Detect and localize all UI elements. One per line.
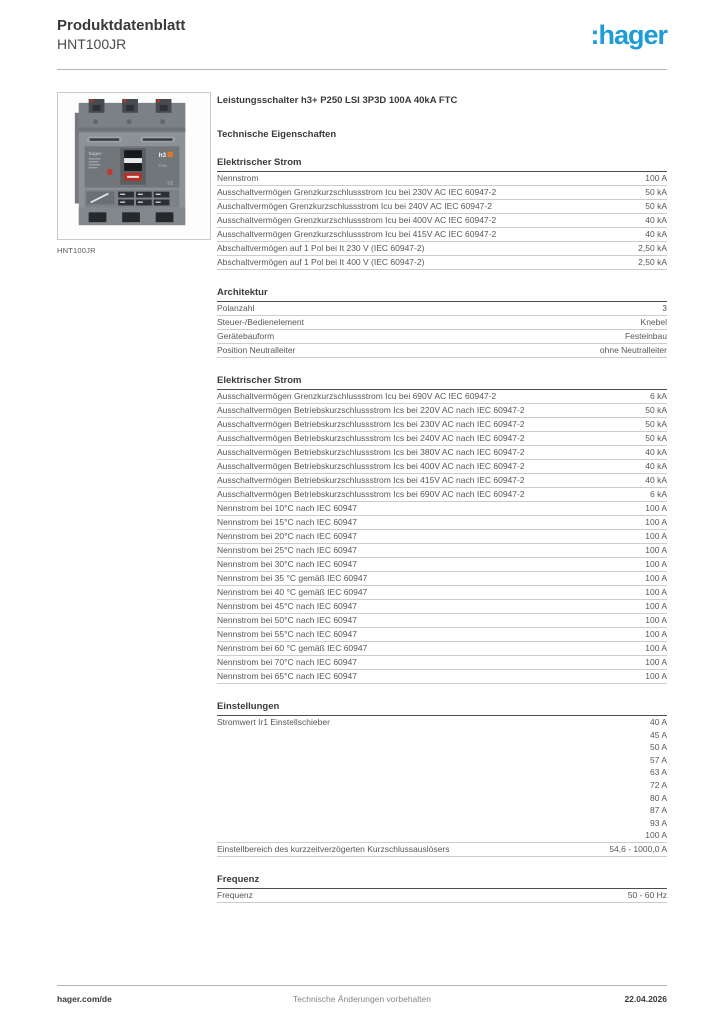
svg-text:CE: CE <box>167 180 174 186</box>
spec-row <box>217 256 667 270</box>
row-value: 100 A <box>645 173 667 183</box>
product-image-column <box>57 92 211 255</box>
row-label: Nennstrom bei 45°C nach IEC 60947 <box>217 601 357 611</box>
row-label: Stromwert Ir1 Einstellschieber <box>217 717 330 727</box>
svg-text:hager: hager <box>88 152 102 158</box>
spec-row <box>217 516 667 530</box>
row-value: 50 - 60 Hz <box>627 889 667 900</box>
spec-row <box>217 843 667 857</box>
spec-row <box>217 214 667 228</box>
footer-notice: Technische Änderungen vorbehalten <box>292 994 431 1004</box>
tech-heading: Technische Eigenschaften <box>217 129 337 140</box>
row-label: Ausschaltvermögen Grenzkurzschlussstrom Icu bei 690V AC IEC 60947-2 <box>217 391 497 401</box>
spec-row <box>217 460 667 474</box>
row-label: Nennstrom bei 15°C nach IEC 60947 <box>217 517 357 527</box>
row-label: Ausschaltvermögen Betriebskurzschlussstrom Ics bei 220V AC nach IEC 60947-2 <box>217 405 525 415</box>
row-value: ohne Neutralleiter <box>599 345 667 355</box>
section-title: Elektrischer Strom <box>217 375 667 390</box>
spec-row <box>217 586 667 600</box>
spec-row <box>217 242 667 256</box>
row-label: Ausschaltvermögen Betriebskurzschlussstrom Ics bei 690V AC nach IEC 60947-2 <box>217 489 525 499</box>
row-value: 6 kA <box>649 391 667 401</box>
spec-row <box>217 316 667 330</box>
spec-row <box>217 488 667 502</box>
row-label: Ausschaltvermögen Grenzkurzschlussstrom Icu bei 230V AC IEC 60947-2 <box>217 187 497 197</box>
row-value: 100 A <box>645 573 667 583</box>
row-value: 50 kA <box>645 405 667 415</box>
spec-row <box>217 544 667 558</box>
spec-row <box>217 716 667 843</box>
row-label: Auschaltvermögen Grenzkurzschlussstrom Icu bei 240V AC IEC 60947-2 <box>217 201 492 211</box>
row-label: Nennstrom bei 50°C nach IEC 60947 <box>217 615 357 625</box>
row-value: Festeinbau <box>624 331 667 341</box>
row-label: Ausschaltvermögen Betriebskurzschlussstrom Ics bei 240V AC nach IEC 60947-2 <box>217 433 525 443</box>
row-label: Nennstrom bei 10°C nach IEC 60947 <box>217 503 357 513</box>
spec-sections <box>217 157 667 903</box>
row-label: Ausschaltvermögen Betriebskurzschlussstrom Ics bei 400V AC nach IEC 60947-2 <box>217 461 525 471</box>
row-value: 50 kA <box>645 187 667 197</box>
row-value: 100 A <box>645 545 667 555</box>
row-label: Abschaltvermögen auf 1 Pol bei It 230 V (IEC 60947-2) <box>217 243 425 253</box>
row-value: 54,6 - 1000,0 A <box>609 843 667 854</box>
row-value: Knebel <box>640 317 667 327</box>
product-image-caption: HNT100JR <box>57 246 96 255</box>
content-area <box>57 92 667 903</box>
row-value: 100 A <box>645 643 667 653</box>
spec-row <box>217 614 667 628</box>
row-value: 40 kA <box>645 461 667 471</box>
row-value: 100 A <box>645 657 667 667</box>
row-value: 50 kA <box>645 201 667 211</box>
row-value: 40 kA <box>645 475 667 485</box>
row-label: Einstellbereich des kurzzeitverzögerten Kurzschlussauslösers <box>217 843 450 854</box>
row-value: 40 A 45 A 50 A 57 A 63 A 72 A 80 A 87 A 93 A 100 A <box>645 717 667 841</box>
footer-divider <box>57 985 667 986</box>
page-footer <box>57 985 667 1004</box>
spec-row <box>217 628 667 642</box>
row-value: 100 A <box>645 601 667 611</box>
circuit-breaker-illustration <box>65 97 203 235</box>
section-rows <box>217 172 667 270</box>
spec-row <box>217 446 667 460</box>
row-value: 2,50 kA <box>638 243 667 253</box>
spec-row <box>217 390 667 404</box>
row-value: 50 kA <box>645 433 667 443</box>
section-title: Architektur <box>217 287 667 302</box>
spec-section <box>217 287 667 358</box>
row-label: Nennstrom bei 60 °C gemäß IEC 60947 <box>217 643 368 653</box>
row-value: 100 A <box>645 629 667 639</box>
row-label: Nennstrom bei 65°C nach IEC 60947 <box>217 671 357 681</box>
row-label: Nennstrom bei 70°C nach IEC 60947 <box>217 657 357 667</box>
footer-date: 22.04.2026 <box>624 994 667 1004</box>
row-label: Gerätebauform <box>217 331 275 341</box>
page-header <box>57 16 667 54</box>
spec-row <box>217 228 667 242</box>
spec-row <box>217 670 667 684</box>
spec-row <box>217 572 667 586</box>
row-label: Nennstrom <box>217 173 259 183</box>
spec-row <box>217 656 667 670</box>
spec-row <box>217 344 667 358</box>
section-title: Einstellungen <box>217 701 667 716</box>
spec-row <box>217 642 667 656</box>
spec-row <box>217 172 667 186</box>
section-rows <box>217 302 667 358</box>
svg-text:P250: P250 <box>158 163 167 168</box>
footer-website: hager.com/de <box>57 994 112 1004</box>
row-label: Ausschaltvermögen Grenzkurzschlussstrom Icu bei 400V AC IEC 60947-2 <box>217 215 497 225</box>
footer-row <box>57 994 667 1004</box>
spec-row <box>217 502 667 516</box>
page-title: Produktdatenblatt <box>57 17 186 34</box>
spec-row <box>217 418 667 432</box>
row-label: Steuer-/Bedienelement <box>217 317 304 327</box>
spec-row <box>217 302 667 316</box>
row-value: 40 kA <box>645 215 667 225</box>
row-label: Ausschaltvermögen Betriebskurzschlussstrom Ics bei 380V AC nach IEC 60947-2 <box>217 447 525 457</box>
svg-text:h3: h3 <box>158 152 167 160</box>
product-reference: HNT100JR <box>57 36 127 52</box>
section-rows <box>217 390 667 684</box>
row-label: Polanzahl <box>217 303 255 313</box>
row-label: Abschaltvermögen auf 1 Pol bei It 400 V (IEC 60947-2) <box>217 257 425 267</box>
section-rows <box>217 716 667 857</box>
row-value: 2,50 kA <box>638 257 667 267</box>
row-value: 50 kA <box>645 419 667 429</box>
row-label: Nennstrom bei 25°C nach IEC 60947 <box>217 545 357 555</box>
row-value: 100 A <box>645 587 667 597</box>
row-value: 100 A <box>645 615 667 625</box>
spec-column <box>217 92 667 903</box>
row-label: Nennstrom bei 55°C nach IEC 60947 <box>217 629 357 639</box>
row-value: 100 A <box>645 671 667 681</box>
spec-row <box>217 530 667 544</box>
spec-row <box>217 186 667 200</box>
spec-row <box>217 404 667 418</box>
product-name: Leistungsschalter h3+ P250 LSI 3P3D 100A 40kA FTC <box>217 95 458 106</box>
spec-section <box>217 157 667 270</box>
row-value: 40 kA <box>645 447 667 457</box>
spec-row <box>217 600 667 614</box>
spec-section <box>217 701 667 857</box>
row-label: Position Neutralleiter <box>217 345 296 355</box>
row-label: Nennstrom bei 40 °C gemäß IEC 60947 <box>217 587 368 597</box>
row-label: Nennstrom bei 30°C nach IEC 60947 <box>217 559 357 569</box>
row-label: Ausschaltvermögen Grenzkurzschlussstrom Icu bei 415V AC IEC 60947-2 <box>217 229 497 239</box>
spec-row <box>217 330 667 344</box>
header-divider <box>57 69 667 70</box>
row-value: 100 A <box>645 559 667 569</box>
row-label: Ausschaltvermögen Betriebskurzschlussstrom Ics bei 230V AC nach IEC 60947-2 <box>217 419 525 429</box>
row-label: Ausschaltvermögen Betriebskurzschlussstrom Ics bei 415V AC nach IEC 60947-2 <box>217 475 525 485</box>
section-rows <box>217 889 667 903</box>
hager-logo: :hager <box>590 20 667 50</box>
section-title: Frequenz <box>217 874 667 889</box>
spec-row <box>217 432 667 446</box>
spec-row <box>217 200 667 214</box>
section-title: Elektrischer Strom <box>217 157 667 172</box>
row-value: 40 kA <box>645 229 667 239</box>
row-label: Frequenz <box>217 889 253 900</box>
row-value: 100 A <box>645 531 667 541</box>
spec-section <box>217 375 667 684</box>
spec-row <box>217 889 667 903</box>
row-value: 3 <box>662 303 667 313</box>
spec-row <box>217 474 667 488</box>
row-label: Nennstrom bei 35 °C gemäß IEC 60947 <box>217 573 368 583</box>
row-value: 6 kA <box>649 489 667 499</box>
row-label: Nennstrom bei 20°C nach IEC 60947 <box>217 531 357 541</box>
row-value: 100 A <box>645 503 667 513</box>
row-value: 100 A <box>645 517 667 527</box>
spec-section <box>217 874 667 903</box>
spec-row <box>217 558 667 572</box>
product-image-frame <box>57 92 211 240</box>
